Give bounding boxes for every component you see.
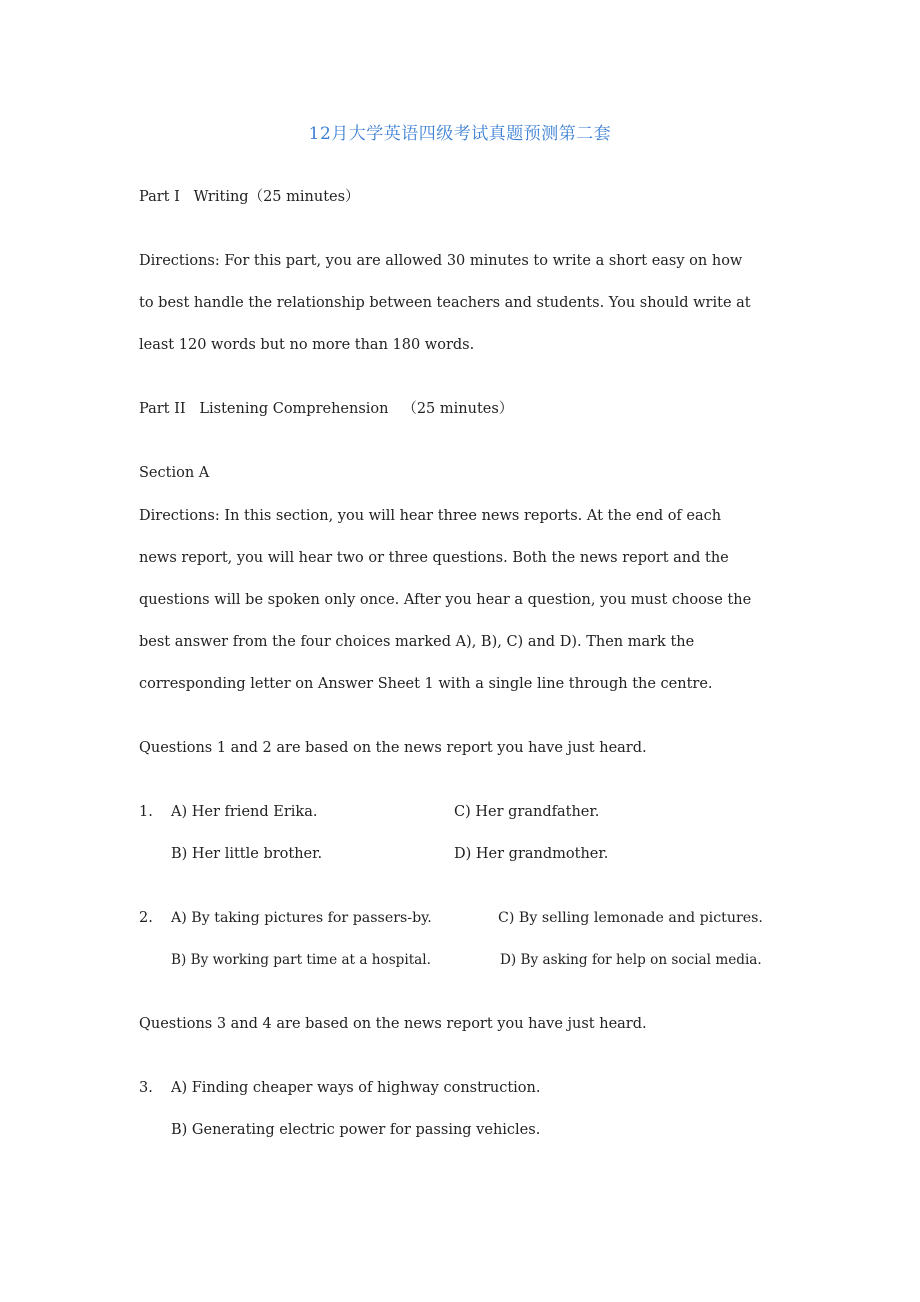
question-1-option-c: C) Her grandfather. [454, 804, 600, 820]
part2-directions-line-3: questions will be spoken only once. After you hear a question, you must choose the [139, 592, 752, 608]
part1-directions-line-1: Directions: For this part, you are allowed 30 minutes to write a short easy on how [139, 253, 743, 269]
question-2-option-c: C) By selling lemonade and pictures. [498, 910, 763, 926]
question-1-option-d: D) Her grandmother. [454, 846, 609, 862]
question-1-number: 1. [139, 804, 153, 820]
question-2-number: 2. [139, 910, 153, 926]
question-3-option-a: A) Finding cheaper ways of highway construction. [171, 1080, 541, 1096]
section-a-heading: Section A [139, 465, 210, 481]
question-1-option-b: B) Her little brother. [171, 846, 323, 862]
question-2-option-d: D) By asking for help on social media. [500, 952, 762, 968]
document-title: 12月大学英语四级考试真题预测第二套 [308, 124, 612, 144]
question-3-number: 3. [139, 1080, 153, 1096]
part2-directions-line-2: news report, you will hear two or three questions. Both the news report and the [139, 550, 729, 566]
part1-directions-line-2: to best handle the relationship between teachers and students. You should write at [139, 295, 751, 311]
question-3-option-b: B) Generating electric power for passing vehicles. [171, 1122, 541, 1138]
questions-1-2-intro: Questions 1 and 2 are based on the news report you have just heard. [139, 740, 647, 756]
part1-directions-line-3: least 120 words but no more than 180 words. [139, 337, 475, 353]
question-1-option-a: A) Her friend Erika. [171, 804, 318, 820]
part2-directions-line-4: best answer from the four choices marked A), B), C) and D). Then mark the [139, 634, 695, 650]
questions-3-4-intro: Questions 3 and 4 are based on the news report you have just heard. [139, 1016, 647, 1032]
part2-heading: Part II Listening Comprehension （25 minutes） [139, 401, 514, 417]
part1-heading: Part I Writing（25 minutes） [139, 189, 360, 205]
question-2-option-b: B) By working part time at a hospital. [171, 952, 431, 968]
question-2-option-a: A) By taking pictures for passers-by. [171, 910, 432, 926]
part2-directions-line-1: Directions: In this section, you will hear three news reports. At the end of each [139, 508, 722, 524]
part2-directions-line-5: corresponding letter on Answer Sheet 1 with a single line through the centre. [139, 676, 713, 692]
